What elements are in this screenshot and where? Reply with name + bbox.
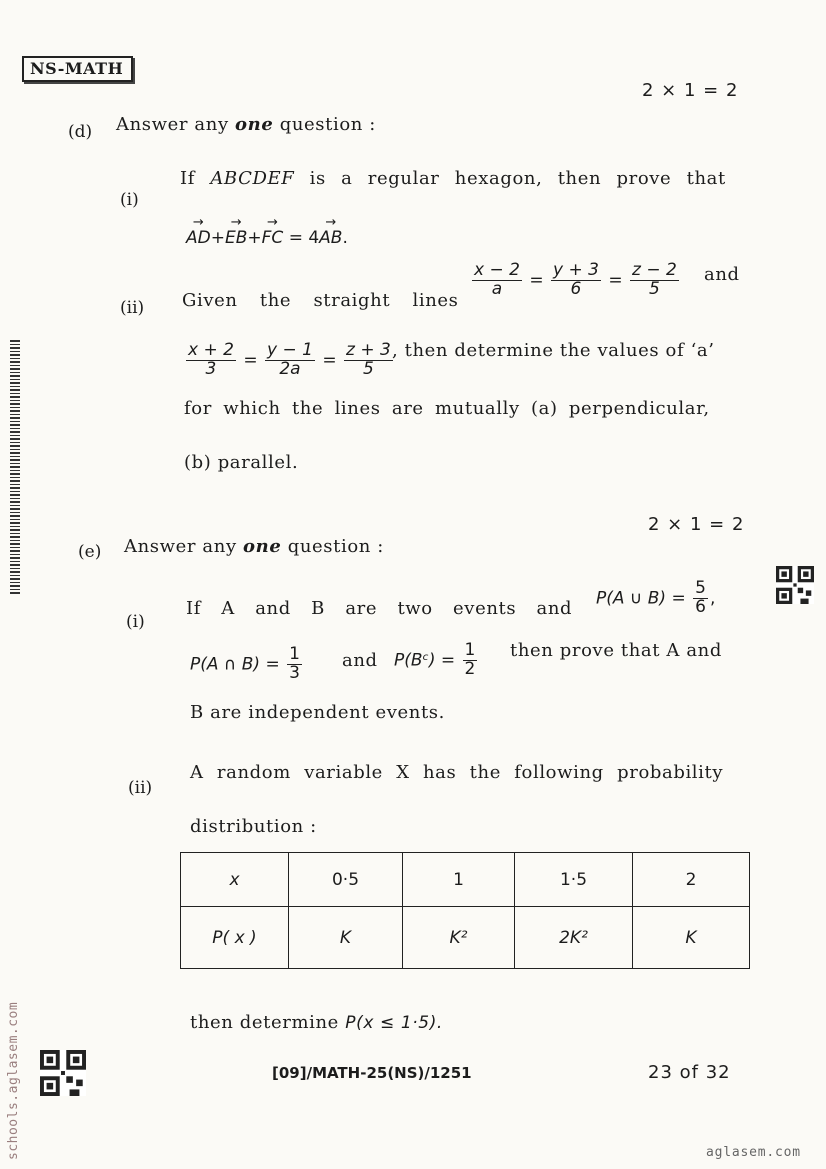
question-e-ii-then: then determine P(x ≤ 1·5).: [190, 1012, 443, 1033]
question-d-i-text: If ABCDEF is a regular hexagon, then prove that: [180, 168, 726, 189]
question-e-i-label: (i): [126, 612, 145, 632]
and-word-e: and: [342, 650, 378, 671]
table-row-px: [181, 907, 750, 969]
table-cell: x: [181, 853, 289, 907]
question-e-ii-distribution: distribution :: [190, 816, 317, 837]
qr-code-bottom-left: [40, 1050, 86, 1096]
section-e-label: (e): [78, 542, 102, 562]
section-d-instruction: Answer any one question :: [116, 114, 376, 135]
line-two-equation: $\frac{x + 2}{3}$ = $\frac{y - 1}{2a}$ = $\frac{z + 3}{5}$: [188, 340, 391, 379]
section-e-instruction: Answer any one question :: [124, 536, 384, 557]
and-word: and: [704, 264, 740, 285]
table-row-x: [181, 853, 750, 907]
question-d-i-label: (i): [120, 190, 139, 210]
question-e-i-tail: then prove that A and: [510, 640, 722, 661]
qr-code-right: [776, 566, 814, 604]
table-cell: K: [633, 907, 750, 969]
vertical-watermark: schools.aglasem.com: [6, 1001, 21, 1160]
question-e-ii-label: (ii): [128, 778, 153, 798]
vector-equation: → AD+→ EB+→ FC = 4→ AB.: [186, 228, 348, 248]
side-barcode: [10, 340, 20, 596]
question-d-ii-parallel: (b) parallel.: [184, 452, 299, 473]
question-e-i-conclusion: B are independent events.: [190, 702, 445, 723]
section-e-marks: 2 × 1 = 2: [648, 514, 745, 535]
section-d-label: (d): [68, 122, 93, 142]
paper-tag: NS-MATH: [22, 56, 133, 82]
table-cell: 1·5: [515, 853, 633, 907]
probability-intersection: P(A ∩ B) = $\frac{1}{3}$: [190, 644, 300, 683]
table-cell: 1: [403, 853, 515, 907]
question-d-ii-given: Given the straight lines: [182, 290, 459, 311]
question-e-i-text: If A and B are two events and: [186, 598, 573, 619]
table-cell: 0·5: [289, 853, 403, 907]
site-watermark: aglasem.com: [706, 1145, 801, 1160]
probability-complement: P(Bᶜ) = $\frac{1}{2}$: [394, 640, 476, 679]
question-d-ii-lines: for which the lines are mutually (a) perpendicular,: [184, 398, 710, 419]
table-cell: P( x ): [181, 907, 289, 969]
table-cell: K²: [403, 907, 515, 969]
probability-union: P(A ∪ B) = $\frac{5}{6}$ ,: [596, 578, 716, 617]
question-d-ii-then: , then determine the values of ‘a’: [392, 340, 715, 361]
probability-table: [180, 852, 750, 969]
line-one-equation: $\frac{x - 2}{a}$ = $\frac{y + 3}{6}$ = $\frac{z - 2}{5}$: [474, 260, 677, 299]
table-cell: K: [289, 907, 403, 969]
table-cell: 2: [633, 853, 750, 907]
section-d-marks: 2 × 1 = 2: [642, 80, 739, 101]
paper-code: [09]/MATH-25(NS)/1251: [272, 1064, 472, 1082]
question-d-ii-label: (ii): [120, 298, 145, 318]
page-number: 23 of 32: [648, 1062, 731, 1083]
question-e-ii-text: A random variable X has the following probability: [190, 762, 724, 783]
table-cell: 2K²: [515, 907, 633, 969]
